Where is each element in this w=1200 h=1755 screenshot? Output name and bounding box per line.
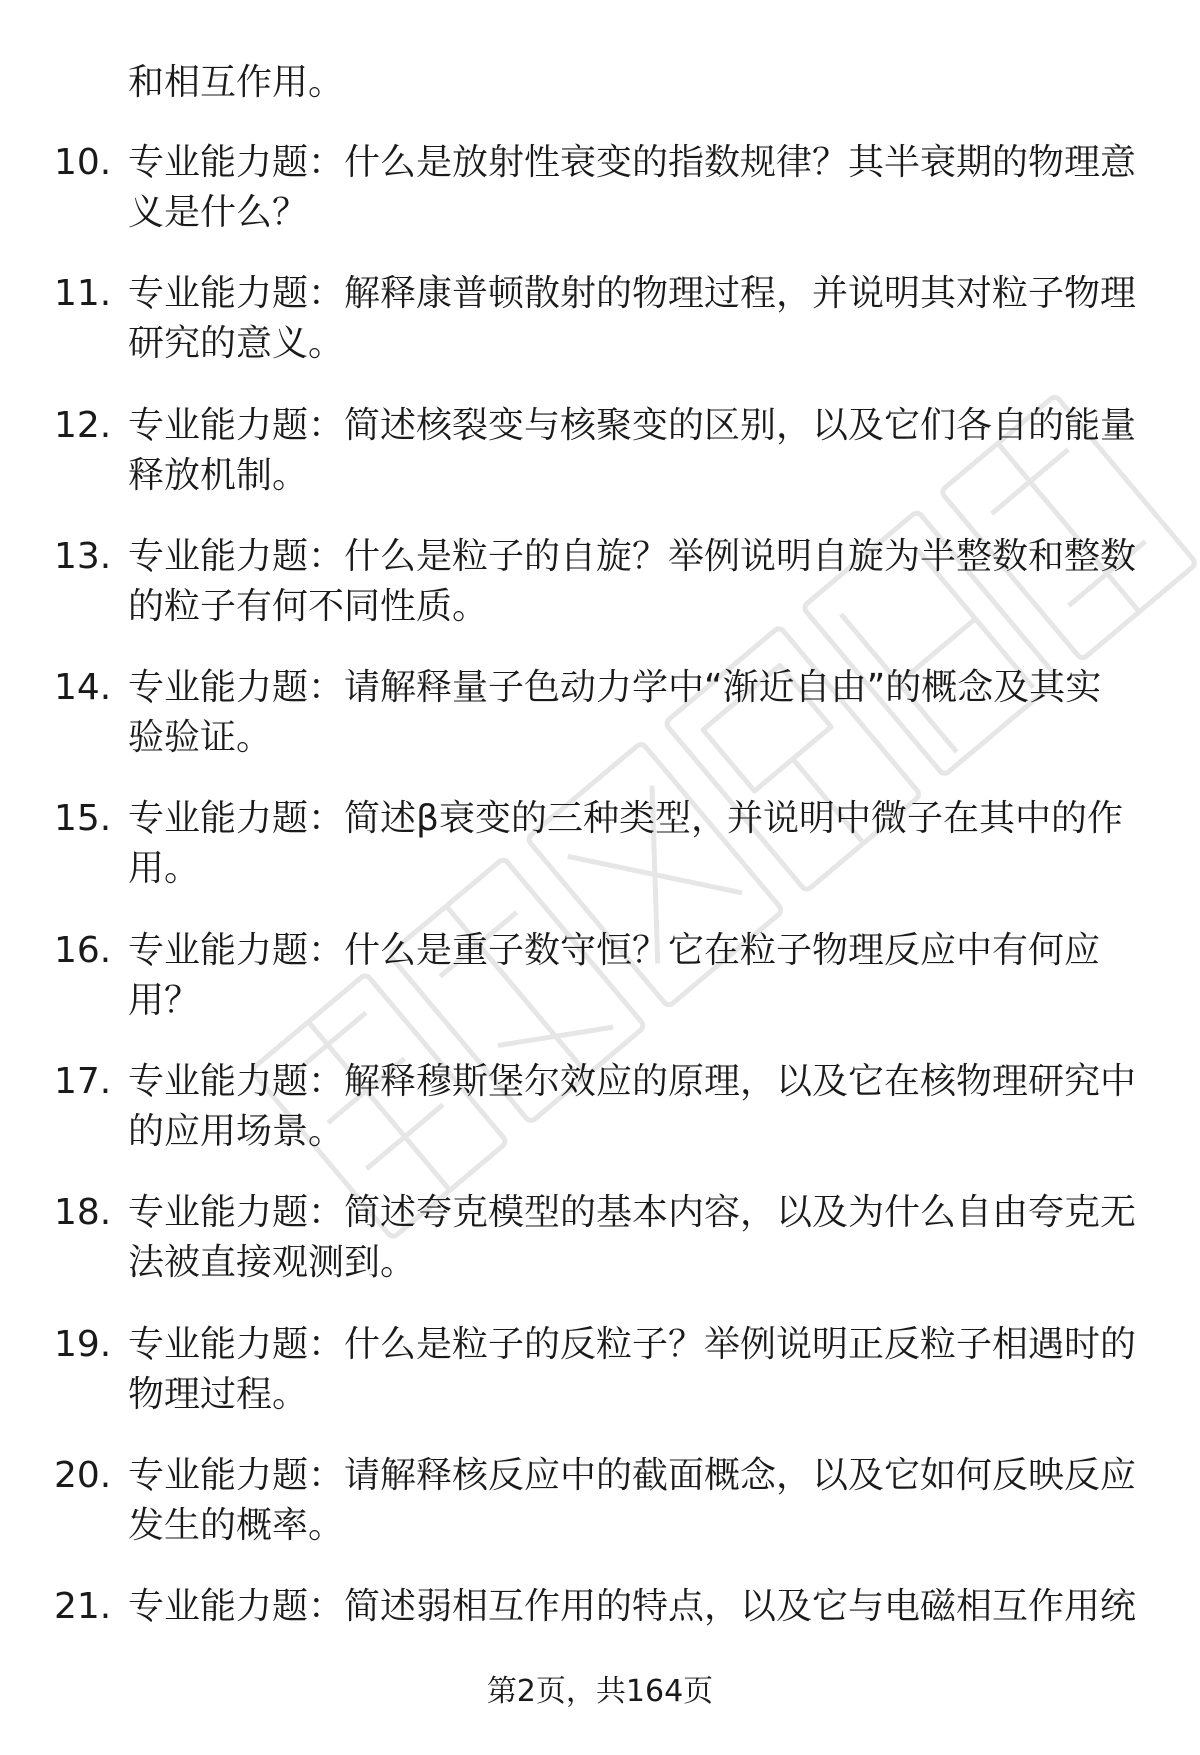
question-text-line2: 释放机制。 bbox=[128, 454, 309, 496]
question-text-line2: 用。 bbox=[128, 848, 201, 890]
question-text-line2: 法被直接观测到。 bbox=[128, 1242, 417, 1284]
question-text-line1: 专业能力题：什么是重子数守恒？它在粒子物理反应中有何应 bbox=[128, 929, 1101, 971]
question-text-line1: 专业能力题：请解释核反应中的截面概念，以及它如何反映反应 bbox=[128, 1454, 1137, 1496]
question-item bbox=[0, 138, 1200, 269]
question-number: 14. bbox=[54, 667, 112, 709]
question-number: 15. bbox=[54, 798, 112, 840]
question-text-line1: 专业能力题：什么是放射性衰变的指数规律？其半衰期的物理意 bbox=[128, 142, 1137, 183]
question-item bbox=[0, 1188, 1200, 1319]
question-text-line1: 专业能力题：解释穆斯堡尔效应的原理，以及它在核物理研究中 bbox=[128, 1061, 1137, 1103]
question-number: 10. bbox=[54, 142, 112, 183]
question-item bbox=[0, 269, 1200, 400]
page-footer: 第2页，共164页 bbox=[486, 1674, 714, 1709]
question-text-line2: 用？ bbox=[128, 979, 201, 1021]
question-item bbox=[0, 401, 1200, 532]
question-text-line2: 物理过程。 bbox=[128, 1373, 309, 1415]
question-number: 17. bbox=[54, 1061, 112, 1103]
question-text-line2: 的粒子有何不同性质。 bbox=[128, 585, 489, 627]
question-item bbox=[0, 1451, 1200, 1582]
question-number: 12. bbox=[54, 404, 112, 446]
question-item bbox=[0, 1320, 1200, 1451]
question-number: 13. bbox=[54, 535, 112, 577]
question-text-line1: 专业能力题：简述弱相互作用的特点，以及它与电磁相互作用统 bbox=[128, 1586, 1137, 1628]
question-text-line2: 验验证。 bbox=[128, 717, 273, 759]
question-text-line2: 研究的意义。 bbox=[128, 323, 345, 365]
question-text-line2: 义是什么？ bbox=[128, 192, 309, 233]
question-item bbox=[0, 794, 1200, 925]
question-item bbox=[0, 532, 1200, 663]
question-text-line1: 专业能力题：什么是粒子的反粒子？举例说明正反粒子相遇时的 bbox=[128, 1323, 1137, 1365]
question-number: 18. bbox=[54, 1192, 112, 1234]
question-number: 21. bbox=[54, 1586, 112, 1628]
question-text-line2: 发生的概率。 bbox=[128, 1504, 345, 1546]
question-list bbox=[0, 138, 1200, 1714]
question-number: 20. bbox=[54, 1454, 112, 1496]
question-text-line1: 专业能力题：什么是粒子的自旋？举例说明自旋为半整数和整数 bbox=[128, 535, 1137, 577]
question-item bbox=[0, 1057, 1200, 1188]
question-text-line1: 专业能力题：简述β衰变的三种类型，并说明中微子在其中的作 bbox=[128, 798, 1123, 840]
question-number: 16. bbox=[54, 929, 112, 971]
question-text-line1: 专业能力题：简述核裂变与核聚变的区别，以及它们各自的能量 bbox=[128, 404, 1137, 446]
continuation-text: 和相互作用。 bbox=[128, 62, 345, 103]
question-text-line1: 专业能力题：简述夸克模型的基本内容，以及为什么自由夸克无 bbox=[128, 1192, 1137, 1234]
question-text-line1: 专业能力题：解释康普顿散射的物理过程，并说明其对粒子物理 bbox=[128, 273, 1137, 315]
question-text-line1: 专业能力题：请解释量子色动力学中“渐近自由”的概念及其实 bbox=[128, 667, 1102, 709]
question-number: 19. bbox=[54, 1323, 112, 1365]
question-text-line2: 的应用场景。 bbox=[128, 1111, 345, 1153]
question-item bbox=[0, 926, 1200, 1057]
question-number: 11. bbox=[54, 273, 112, 315]
question-item bbox=[0, 663, 1200, 794]
